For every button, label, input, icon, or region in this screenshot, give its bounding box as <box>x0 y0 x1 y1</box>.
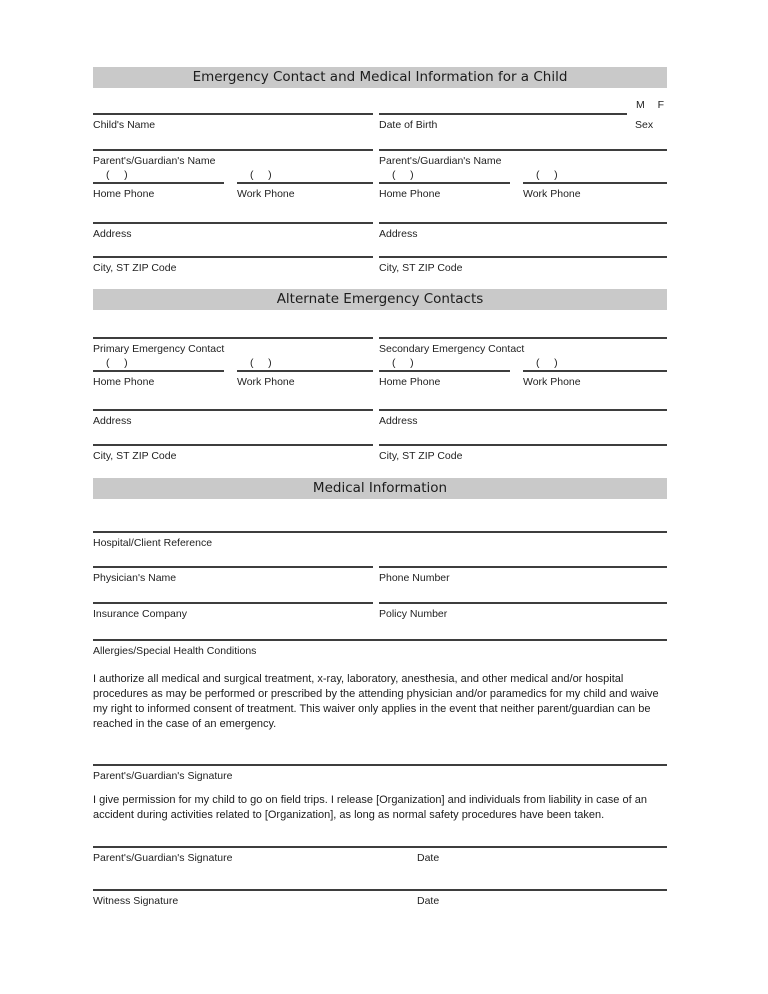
parent1-home-phone-field[interactable] <box>93 168 224 184</box>
parent2-name-field-group <box>379 132 667 168</box>
row-physician <box>93 550 667 585</box>
primary-home-phone-field[interactable] <box>93 356 224 372</box>
row-parent-addresses <box>93 201 667 241</box>
childs-name-label: Child's Name <box>93 119 156 131</box>
primary-home-phone-label: Home Phone <box>93 376 155 388</box>
section-header-main: Emergency Contact and Medical Information for a Child <box>93 67 667 88</box>
authorization-paragraph: I authorize all medical and surgical treatment, x-ray, laboratory, anesthesia, and other medical and/or hospital procedures as may be performed or prescribed by the attending physician and/or paramedics for my child and waive my right to informed consent of treatment. This waiver only applies in the event that neither parent/guardian can be reached in the case of an emergency. <box>93 673 659 730</box>
secondary-address-group <box>379 389 667 428</box>
secondary-contact-group <box>379 310 667 356</box>
parent2-name-field[interactable] <box>379 132 667 151</box>
physician-phone-label: Phone Number <box>379 572 450 584</box>
row-alt-contact-city <box>93 428 667 463</box>
parent1-address-group <box>93 201 373 241</box>
parent1-work-phone-group <box>237 168 373 201</box>
physician-phone-field[interactable] <box>379 550 667 568</box>
permission-signature-group <box>93 823 667 865</box>
row-parent-phones <box>93 168 667 201</box>
row-parent-city <box>93 241 667 275</box>
authorization-signature-field[interactable] <box>93 732 667 766</box>
secondary-home-phone-group <box>379 356 510 389</box>
parent1-city-group <box>93 241 373 275</box>
parent2-name-label: Parent's/Guardian's Name <box>379 155 502 167</box>
parent2-work-phone-label: Work Phone <box>523 188 581 200</box>
parent2-address-field[interactable] <box>379 201 667 224</box>
allergies-label: Allergies/Special Health Conditions <box>93 645 257 657</box>
area-code-parens: ( ) <box>106 169 128 181</box>
primary-work-phone-group <box>237 356 373 389</box>
sex-option-male[interactable]: M <box>636 99 645 111</box>
primary-work-phone-field[interactable] <box>237 356 373 372</box>
physician-name-field[interactable] <box>93 550 373 568</box>
parent1-home-phone-group <box>93 168 224 201</box>
permission-signature-field[interactable] <box>93 823 667 848</box>
primary-contact-label: Primary Emergency Contact <box>93 343 225 355</box>
parent2-city-field[interactable] <box>379 241 667 258</box>
secondary-contact-field[interactable] <box>379 310 667 339</box>
area-code-parens: ( ) <box>536 169 558 181</box>
parent1-address-label: Address <box>93 228 132 240</box>
row-allergies <box>93 621 667 658</box>
row-witness-signature <box>93 865 667 908</box>
primary-address-field[interactable] <box>93 389 373 411</box>
physician-phone-group <box>379 550 667 585</box>
parent2-work-phone-field[interactable] <box>523 168 667 184</box>
permission-signature-label: Parent's/Guardian's Signature <box>93 852 233 864</box>
date-of-birth-label: Date of Birth <box>379 119 438 131</box>
primary-city-field[interactable] <box>93 428 373 446</box>
childs-name-field-group <box>93 88 373 132</box>
parent2-home-phone-field[interactable] <box>379 168 510 184</box>
childs-name-field[interactable] <box>93 88 373 115</box>
primary-city-group <box>93 428 373 463</box>
insurance-company-field[interactable] <box>93 585 373 604</box>
physician-name-label: Physician's Name <box>93 572 177 584</box>
physician-name-group <box>93 550 373 585</box>
parent2-work-phone-group <box>523 168 667 201</box>
sex-label: Sex <box>635 119 654 131</box>
date-of-birth-field[interactable] <box>379 88 627 115</box>
policy-number-label: Policy Number <box>379 608 448 620</box>
policy-number-field[interactable] <box>379 585 667 604</box>
primary-contact-field[interactable] <box>93 310 373 339</box>
hospital-reference-field[interactable] <box>93 499 667 533</box>
policy-number-group <box>379 585 667 621</box>
area-code-parens: ( ) <box>392 169 414 181</box>
secondary-contact-label: Secondary Emergency Contact <box>379 343 525 355</box>
secondary-address-field[interactable] <box>379 389 667 411</box>
row-insurance <box>93 585 667 621</box>
hospital-reference-group <box>93 499 667 550</box>
parent2-home-phone-group <box>379 168 510 201</box>
parent1-city-label: City, ST ZIP Code <box>93 262 177 274</box>
emergency-contact-form <box>93 67 667 908</box>
area-code-parens: ( ) <box>250 357 272 369</box>
parent1-work-phone-label: Work Phone <box>237 188 295 200</box>
row-permission-signature <box>93 823 667 865</box>
primary-work-phone-label: Work Phone <box>237 376 295 388</box>
parent2-city-group <box>379 241 667 275</box>
section-header-medical: Medical Information <box>93 478 667 499</box>
secondary-address-label: Address <box>379 415 418 427</box>
parent2-city-label: City, ST ZIP Code <box>379 262 463 274</box>
witness-signature-field[interactable] <box>93 865 667 891</box>
field-trip-paragraph: I give permission for my child to go on field trips. I release [Organization] and individuals from liability in case of an accident during activities related to [Organization], as long as normal safety procedures have been taken. <box>93 794 647 821</box>
primary-address-group <box>93 389 373 428</box>
insurance-company-group <box>93 585 373 621</box>
sex-option-female[interactable]: F <box>657 99 664 111</box>
parent2-home-phone-label: Home Phone <box>379 188 441 200</box>
witness-date-label: Date <box>417 895 440 907</box>
row-hospital <box>93 499 667 550</box>
parent2-address-label: Address <box>379 228 418 240</box>
authorization-signature-label: Parent's/Guardian's Signature <box>93 770 233 782</box>
hospital-reference-label: Hospital/Client Reference <box>93 537 213 549</box>
witness-signature-group <box>93 865 667 908</box>
parent1-name-label: Parent's/Guardian's Name <box>93 155 216 167</box>
parent1-work-phone-field[interactable] <box>237 168 373 184</box>
date-of-birth-field-group <box>379 88 627 132</box>
insurance-company-label: Insurance Company <box>93 608 187 620</box>
primary-home-phone-group <box>93 356 224 389</box>
secondary-home-phone-label: Home Phone <box>379 376 441 388</box>
area-code-parens: ( ) <box>106 357 128 369</box>
primary-city-label: City, ST ZIP Code <box>93 450 177 462</box>
primary-contact-group <box>93 310 373 356</box>
authorization-signature-group <box>93 732 667 783</box>
secondary-city-field[interactable] <box>379 428 667 446</box>
secondary-city-label: City, ST ZIP Code <box>379 450 463 462</box>
row-alt-contact-names <box>93 310 667 356</box>
parent1-name-field-group <box>93 132 373 168</box>
secondary-home-phone-field[interactable] <box>379 356 510 372</box>
allergies-group <box>93 621 667 658</box>
parent2-address-group <box>379 201 667 241</box>
parent1-city-field[interactable] <box>93 241 373 258</box>
secondary-work-phone-label: Work Phone <box>523 376 581 388</box>
secondary-work-phone-group <box>523 356 667 389</box>
parent1-address-field[interactable] <box>93 201 373 224</box>
row-authorization-signature <box>93 732 667 783</box>
secondary-city-group <box>379 428 667 463</box>
secondary-work-phone-field[interactable] <box>523 356 667 372</box>
row-child-info <box>93 88 667 132</box>
section-header-alternate: Alternate Emergency Contacts <box>93 289 667 310</box>
parent1-home-phone-label: Home Phone <box>93 188 155 200</box>
row-parent-names <box>93 132 667 168</box>
area-code-parens: ( ) <box>250 169 272 181</box>
area-code-parens: ( ) <box>392 357 414 369</box>
witness-signature-label: Witness Signature <box>93 895 179 907</box>
permission-date-label: Date <box>417 852 440 864</box>
row-alt-contact-phones <box>93 356 667 389</box>
row-alt-contact-addresses <box>93 389 667 428</box>
primary-address-label: Address <box>93 415 132 427</box>
allergies-field[interactable] <box>93 621 667 641</box>
parent1-name-field[interactable] <box>93 132 373 151</box>
sex-field-group <box>635 88 667 132</box>
area-code-parens: ( ) <box>536 357 558 369</box>
